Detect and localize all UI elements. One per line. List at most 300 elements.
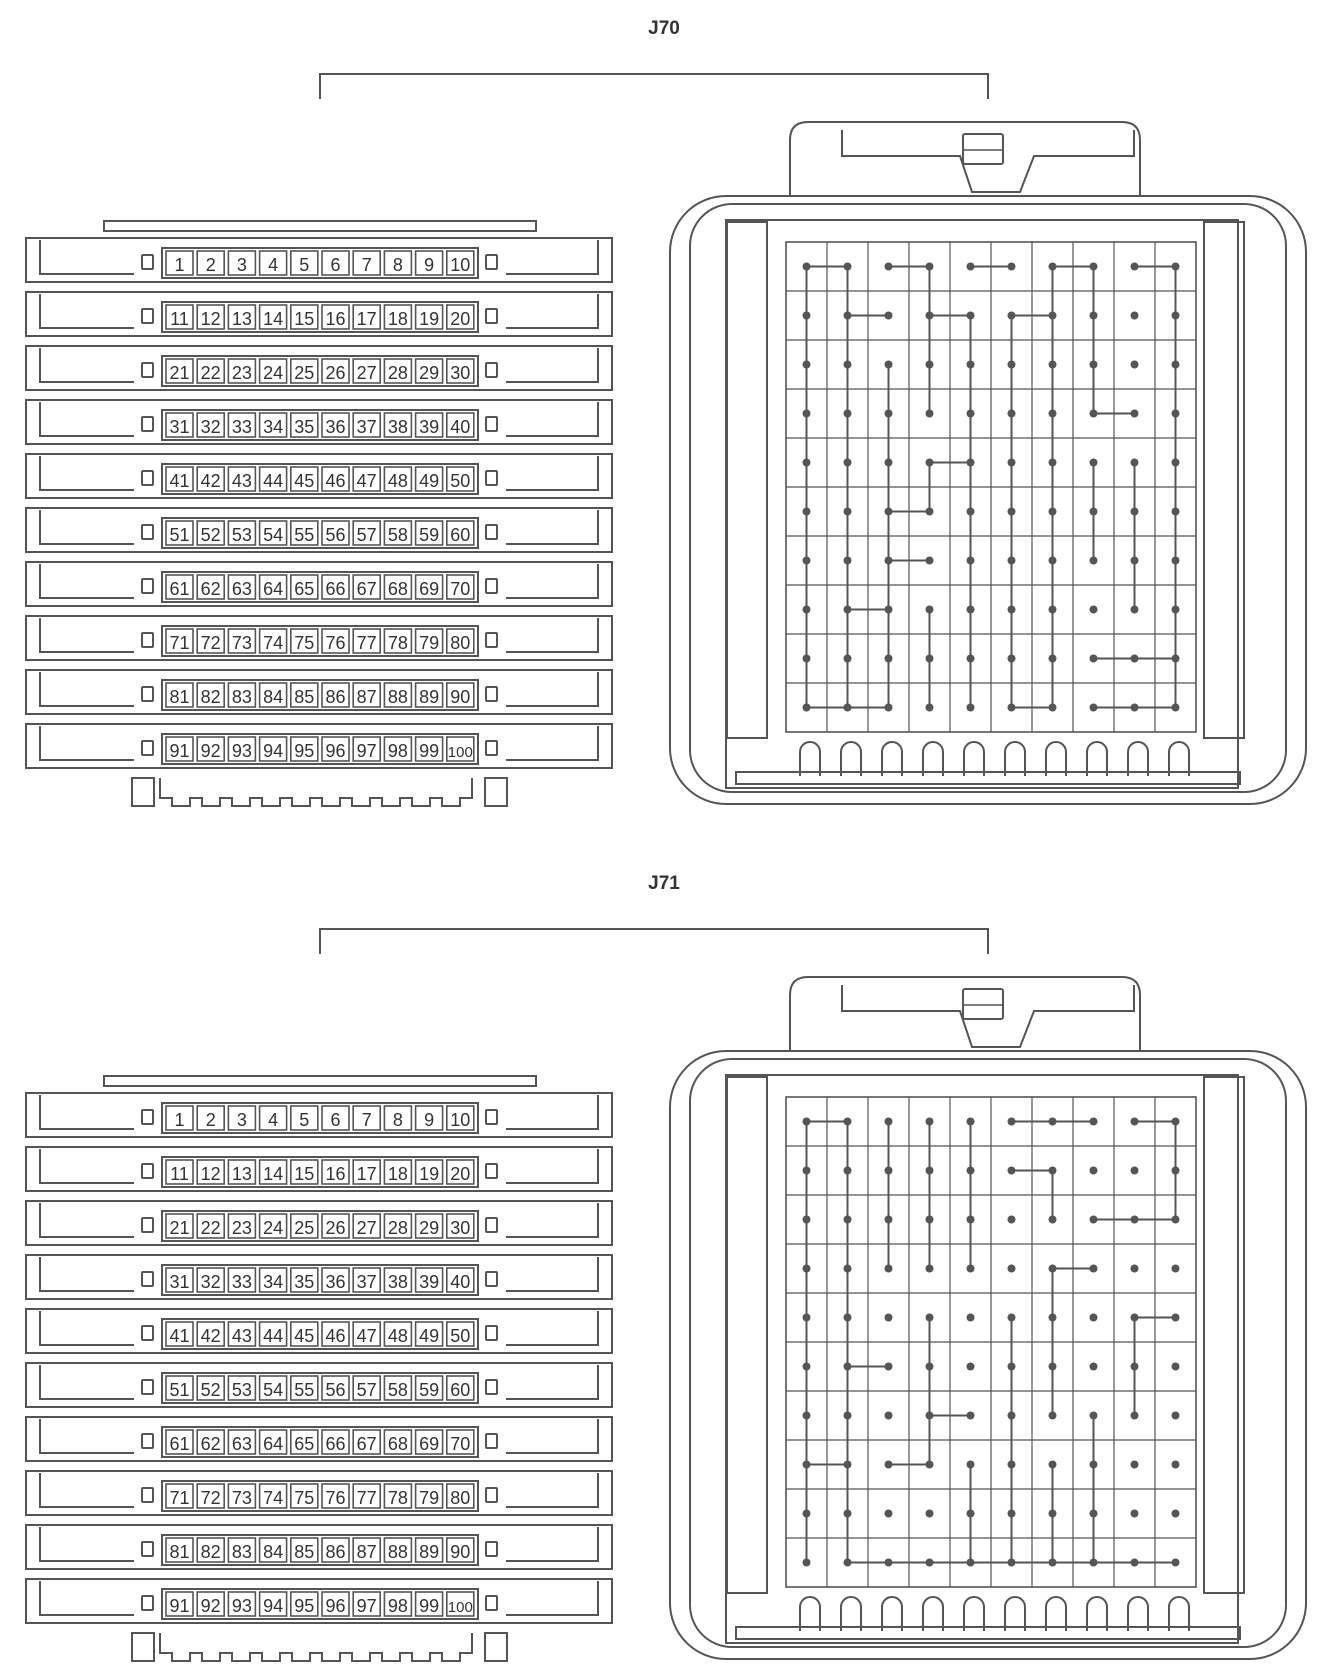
terminal-dot bbox=[1172, 1412, 1180, 1420]
terminal-dot bbox=[1049, 263, 1057, 271]
pin-number: 57 bbox=[356, 1380, 377, 1400]
left-slot bbox=[40, 1257, 134, 1291]
pin-number: 29 bbox=[419, 363, 440, 383]
pin-number: 26 bbox=[325, 1218, 346, 1238]
terminal-dot bbox=[885, 459, 893, 467]
terminal-dot bbox=[1049, 361, 1057, 369]
terminal-dot bbox=[1008, 1265, 1016, 1273]
terminal-dot bbox=[885, 1559, 893, 1567]
terminal-dot bbox=[803, 1314, 811, 1322]
terminal-dot bbox=[1090, 704, 1098, 712]
polarizing-square bbox=[486, 1434, 497, 1448]
right-slot bbox=[506, 1581, 598, 1615]
terminal-dot bbox=[1090, 1559, 1098, 1567]
pin-number: 22 bbox=[200, 1218, 221, 1238]
pin-number: 21 bbox=[169, 363, 190, 383]
pin-row bbox=[26, 1309, 612, 1353]
terminal-dot bbox=[1131, 1216, 1139, 1224]
cavity-frame bbox=[726, 1075, 1238, 1643]
terminal-dot bbox=[1172, 557, 1180, 565]
terminal-dot bbox=[885, 1314, 893, 1322]
pin-number: 27 bbox=[356, 1218, 377, 1238]
pin-row bbox=[26, 346, 612, 390]
pin-number: 99 bbox=[419, 1596, 440, 1616]
pin-number: 2 bbox=[205, 1110, 216, 1130]
polarizing-square bbox=[142, 363, 153, 377]
left-slot bbox=[40, 1527, 134, 1561]
terminal-slot bbox=[1169, 1597, 1189, 1631]
pin-number: 49 bbox=[419, 1326, 440, 1346]
terminal-dot bbox=[1090, 1412, 1098, 1420]
pin-number: 40 bbox=[450, 417, 471, 437]
pin-number: 16 bbox=[325, 309, 346, 329]
row-housing bbox=[26, 508, 612, 552]
pin-number: 52 bbox=[200, 525, 221, 545]
pin-number: 80 bbox=[450, 633, 471, 653]
pin-number: 39 bbox=[419, 417, 440, 437]
pin-number: 66 bbox=[325, 1434, 346, 1454]
pin-number: 8 bbox=[392, 255, 403, 275]
pin-number: 44 bbox=[263, 1326, 284, 1346]
terminal-dot bbox=[803, 655, 811, 663]
polarizing-square bbox=[142, 1110, 153, 1124]
terminal-dot bbox=[803, 1265, 811, 1273]
terminal-dot bbox=[1172, 312, 1180, 320]
pin-number: 72 bbox=[200, 633, 221, 653]
terminal-dot bbox=[1008, 1363, 1016, 1371]
polarizing-square bbox=[142, 1272, 153, 1286]
terminal-dot bbox=[844, 361, 852, 369]
terminal-dot bbox=[1172, 1559, 1180, 1567]
pin-number: 83 bbox=[231, 687, 252, 707]
terminal-dot bbox=[844, 1265, 852, 1273]
terminal-dot bbox=[926, 1265, 934, 1273]
pin-number: 59 bbox=[419, 1380, 440, 1400]
terminal-dot bbox=[1090, 312, 1098, 320]
row-housing bbox=[26, 238, 612, 282]
left-slot bbox=[40, 348, 134, 382]
pin-number: 35 bbox=[294, 417, 315, 437]
terminal-dot bbox=[1008, 263, 1016, 271]
terminal-dot bbox=[926, 263, 934, 271]
pin-number: 40 bbox=[450, 1272, 471, 1292]
left-slot bbox=[40, 1419, 134, 1453]
pin-number: 66 bbox=[325, 579, 346, 599]
left-slot bbox=[40, 726, 134, 760]
terminal-dot bbox=[926, 1559, 934, 1567]
pin-number: 74 bbox=[263, 633, 284, 653]
terminal-slot bbox=[1046, 742, 1066, 776]
terminal-dot bbox=[844, 606, 852, 614]
pin-number: 45 bbox=[294, 1326, 315, 1346]
bottom-rail bbox=[736, 1627, 1240, 1639]
terminal-dot bbox=[803, 1510, 811, 1518]
pin-number: 29 bbox=[419, 1218, 440, 1238]
terminal-dot bbox=[803, 312, 811, 320]
terminal-dot bbox=[1049, 1461, 1057, 1469]
terminal-dot bbox=[1008, 1510, 1016, 1518]
terminal-dot bbox=[926, 1510, 934, 1518]
pin-number: 21 bbox=[169, 1218, 190, 1238]
terminal-dot bbox=[926, 1118, 934, 1126]
pin-number: 4 bbox=[268, 1110, 279, 1130]
terminal-dot bbox=[803, 459, 811, 467]
terminal-slot bbox=[964, 1597, 984, 1631]
pin-number: 58 bbox=[387, 525, 408, 545]
right-slot bbox=[506, 1365, 598, 1399]
pin-number: 18 bbox=[387, 1164, 408, 1184]
pin-number: 96 bbox=[325, 1596, 346, 1616]
left-slot bbox=[40, 1149, 134, 1183]
left-slot bbox=[40, 456, 134, 490]
pin-number: 79 bbox=[419, 1488, 440, 1508]
pin-number: 93 bbox=[231, 741, 252, 761]
pin-number: 7 bbox=[361, 255, 372, 275]
pin-number: 86 bbox=[325, 687, 346, 707]
right-slot bbox=[506, 1257, 598, 1291]
pin-number: 92 bbox=[200, 1596, 221, 1616]
terminal-dot bbox=[967, 1216, 975, 1224]
terminal-dot bbox=[1008, 361, 1016, 369]
terminal-dot bbox=[885, 1216, 893, 1224]
pin-number: 78 bbox=[387, 633, 408, 653]
pin-number: 9 bbox=[424, 1110, 435, 1130]
terminal-dot bbox=[1008, 410, 1016, 418]
terminal-dot bbox=[967, 263, 975, 271]
right-slot bbox=[506, 726, 598, 760]
terminal-dot bbox=[967, 410, 975, 418]
row-housing bbox=[26, 670, 612, 714]
terminal-slot bbox=[923, 742, 943, 776]
pin-number: 33 bbox=[231, 1272, 252, 1292]
right-slot bbox=[506, 618, 598, 652]
polarizing-square bbox=[142, 741, 153, 755]
pin-number: 95 bbox=[294, 741, 315, 761]
terminal-dot bbox=[1090, 606, 1098, 614]
pin-number: 53 bbox=[231, 1380, 252, 1400]
terminal-dot bbox=[1049, 410, 1057, 418]
pin-number: 36 bbox=[325, 1272, 346, 1292]
terminal-slot bbox=[1087, 1597, 1107, 1631]
pin-number: 90 bbox=[450, 1542, 471, 1562]
pin-number: 27 bbox=[356, 363, 377, 383]
terminal-dot bbox=[803, 1363, 811, 1371]
pin-row bbox=[26, 508, 612, 552]
terminal-dot bbox=[1090, 1167, 1098, 1175]
terminal-dot bbox=[1049, 1118, 1057, 1126]
terminal-dot bbox=[1090, 1216, 1098, 1224]
terminal-dot bbox=[803, 557, 811, 565]
pin-number: 34 bbox=[263, 417, 284, 437]
terminal-dot bbox=[926, 1363, 934, 1371]
terminal-dot bbox=[885, 1167, 893, 1175]
right-slot bbox=[506, 672, 598, 706]
pin-number: 10 bbox=[450, 255, 471, 275]
pin-number: 37 bbox=[356, 1272, 377, 1292]
terminal-dot bbox=[926, 1314, 934, 1322]
pin-row bbox=[26, 616, 612, 660]
terminal-dot bbox=[926, 1461, 934, 1469]
pin-number: 76 bbox=[325, 1488, 346, 1508]
terminal-dot bbox=[844, 1118, 852, 1126]
pin-row bbox=[26, 1147, 612, 1191]
terminal-dot bbox=[1090, 263, 1098, 271]
pin-number: 60 bbox=[450, 1380, 471, 1400]
pin-number: 18 bbox=[387, 309, 408, 329]
terminal-dot bbox=[1131, 1461, 1139, 1469]
terminal-dot bbox=[885, 1118, 893, 1126]
left-slot bbox=[40, 1095, 134, 1129]
pin-number: 15 bbox=[294, 1164, 315, 1184]
left-slot bbox=[40, 564, 134, 598]
terminal-dot bbox=[967, 1461, 975, 1469]
latch-arm bbox=[842, 985, 1134, 1047]
pin-number: 17 bbox=[356, 1164, 377, 1184]
row-housing bbox=[26, 616, 612, 660]
pin-number: 78 bbox=[387, 1488, 408, 1508]
right-slot bbox=[506, 510, 598, 544]
terminal-slot bbox=[964, 742, 984, 776]
terminal-dot bbox=[967, 557, 975, 565]
connector-label: J70 bbox=[648, 18, 680, 39]
pin-number: 93 bbox=[231, 1596, 252, 1616]
terminal-dot bbox=[1049, 1265, 1057, 1273]
pin-number: 31 bbox=[169, 417, 190, 437]
pin-number: 71 bbox=[169, 1488, 190, 1508]
polarizing-square bbox=[486, 633, 497, 647]
terminal-dot bbox=[803, 508, 811, 516]
left-slot bbox=[40, 240, 134, 274]
pin-number: 94 bbox=[263, 741, 284, 761]
left-slot bbox=[40, 1581, 134, 1615]
terminal-dot bbox=[803, 606, 811, 614]
left-foot bbox=[132, 778, 154, 806]
pin-number: 13 bbox=[231, 309, 252, 329]
pin-number: 63 bbox=[231, 1434, 252, 1454]
pin-number: 48 bbox=[387, 1326, 408, 1346]
left-slot bbox=[40, 1473, 134, 1507]
pin-number: 98 bbox=[387, 1596, 408, 1616]
terminal-dot bbox=[1172, 1118, 1180, 1126]
pin-number: 43 bbox=[231, 1326, 252, 1346]
terminal-dot bbox=[803, 1559, 811, 1567]
top-latch-plate bbox=[104, 1076, 536, 1086]
pin-number: 90 bbox=[450, 687, 471, 707]
terminal-dot bbox=[803, 1118, 811, 1126]
terminal-dot bbox=[926, 704, 934, 712]
pin-number: 23 bbox=[231, 1218, 252, 1238]
terminal-dot bbox=[844, 1363, 852, 1371]
polarizing-square bbox=[486, 417, 497, 431]
terminal-dot bbox=[1049, 557, 1057, 565]
polarizing-square bbox=[142, 687, 153, 701]
terminal-dot bbox=[1131, 1265, 1139, 1273]
pin-number: 20 bbox=[450, 1164, 471, 1184]
pin-number: 3 bbox=[236, 255, 247, 275]
pin-number: 88 bbox=[387, 687, 408, 707]
housing-outer bbox=[670, 196, 1306, 804]
pin-number: 65 bbox=[294, 1434, 315, 1454]
pin-number: 50 bbox=[450, 471, 471, 491]
terminal-dot bbox=[1008, 1118, 1016, 1126]
terminal-dot bbox=[1090, 1314, 1098, 1322]
terminal-dot bbox=[1131, 655, 1139, 663]
pin-number: 11 bbox=[170, 309, 189, 329]
row-housing bbox=[26, 1363, 612, 1407]
pin-number: 62 bbox=[200, 579, 221, 599]
pin-number: 82 bbox=[200, 687, 221, 707]
pin-number: 81 bbox=[169, 1542, 190, 1562]
connector-label: J71 bbox=[648, 873, 680, 894]
right-slot bbox=[506, 1095, 598, 1129]
left-slot bbox=[40, 1365, 134, 1399]
row-housing bbox=[26, 400, 612, 444]
row-housing bbox=[26, 1255, 612, 1299]
pin-number: 20 bbox=[450, 309, 471, 329]
pin-number: 38 bbox=[387, 1272, 408, 1292]
terminal-dot bbox=[926, 1216, 934, 1224]
terminal-dot bbox=[1131, 1118, 1139, 1126]
left-rail bbox=[727, 222, 767, 738]
terminal-dot bbox=[844, 1167, 852, 1175]
polarizing-square bbox=[142, 1380, 153, 1394]
pin-number: 63 bbox=[231, 579, 252, 599]
polarizing-square bbox=[142, 1326, 153, 1340]
pin-number: 59 bbox=[419, 525, 440, 545]
polarizing-square bbox=[142, 1596, 153, 1610]
polarizing-square bbox=[142, 579, 153, 593]
terminal-dot bbox=[1090, 508, 1098, 516]
pin-number: 89 bbox=[419, 1542, 440, 1562]
terminal-slot bbox=[1046, 1597, 1066, 1631]
terminal-dot bbox=[926, 361, 934, 369]
terminal-dot bbox=[1090, 459, 1098, 467]
left-slot bbox=[40, 402, 134, 436]
terminal-dot bbox=[1008, 557, 1016, 565]
pin-number: 95 bbox=[294, 1596, 315, 1616]
row-housing bbox=[26, 724, 612, 768]
terminal-dot bbox=[885, 655, 893, 663]
mating-face-view bbox=[26, 221, 612, 806]
pin-number: 38 bbox=[387, 417, 408, 437]
terminal-dot bbox=[1131, 1363, 1139, 1371]
terminal-dot bbox=[844, 1314, 852, 1322]
terminal-dot bbox=[885, 704, 893, 712]
terminal-slot bbox=[800, 1597, 820, 1631]
row-housing bbox=[26, 1093, 612, 1137]
terminal-slot bbox=[1005, 1597, 1025, 1631]
pin-number: 37 bbox=[356, 417, 377, 437]
connector-j70 bbox=[26, 18, 1306, 806]
right-foot bbox=[485, 778, 507, 806]
pin-number: 45 bbox=[294, 471, 315, 491]
terminal-slot bbox=[882, 742, 902, 776]
right-slot bbox=[506, 1419, 598, 1453]
pin-number: 42 bbox=[200, 1326, 221, 1346]
polarizing-square bbox=[142, 309, 153, 323]
row-housing bbox=[26, 292, 612, 336]
terminal-dot bbox=[1090, 557, 1098, 565]
terminal-dot bbox=[1049, 655, 1057, 663]
terminal-dot bbox=[1008, 655, 1016, 663]
pin-row bbox=[26, 1579, 612, 1623]
terminal-dot bbox=[1090, 1461, 1098, 1469]
terminal-slot bbox=[1087, 742, 1107, 776]
pin-number: 51 bbox=[169, 1380, 190, 1400]
pin-number: 77 bbox=[356, 1488, 377, 1508]
terminal-dot bbox=[1049, 1510, 1057, 1518]
terminal-dot bbox=[967, 361, 975, 369]
pin-number: 91 bbox=[169, 741, 190, 761]
terminal-dot bbox=[803, 1167, 811, 1175]
pin-number: 41 bbox=[169, 471, 190, 491]
pin-row bbox=[26, 400, 612, 444]
terminal-dot bbox=[1008, 508, 1016, 516]
terminal-dot bbox=[1172, 1510, 1180, 1518]
terminal-dot bbox=[1008, 1559, 1016, 1567]
left-foot bbox=[132, 1633, 154, 1661]
connector-j71 bbox=[26, 873, 1306, 1661]
latch-tab bbox=[963, 989, 1003, 1019]
terminal-dot bbox=[1172, 459, 1180, 467]
pin-number: 30 bbox=[450, 1218, 471, 1238]
pin-number: 69 bbox=[419, 579, 440, 599]
pin-number: 36 bbox=[325, 417, 346, 437]
pin-number: 82 bbox=[200, 1542, 221, 1562]
terminal-dot bbox=[844, 1559, 852, 1567]
pin-number: 47 bbox=[356, 1326, 377, 1346]
pin-number: 25 bbox=[294, 363, 315, 383]
terminal-dot bbox=[844, 1412, 852, 1420]
pin-number: 100 bbox=[447, 1599, 473, 1616]
pin-number: 86 bbox=[325, 1542, 346, 1562]
left-slot bbox=[40, 618, 134, 652]
pin-number: 88 bbox=[387, 1542, 408, 1562]
terminal-dot bbox=[1090, 1118, 1098, 1126]
terminal-dot bbox=[844, 410, 852, 418]
row-housing bbox=[26, 1417, 612, 1461]
polarizing-square bbox=[486, 1542, 497, 1556]
terminal-dot bbox=[1172, 1314, 1180, 1322]
pin-number: 94 bbox=[263, 1596, 284, 1616]
right-slot bbox=[506, 564, 598, 598]
polarizing-square bbox=[486, 309, 497, 323]
terminal-dot bbox=[1131, 1314, 1139, 1322]
pin-number: 8 bbox=[392, 1110, 403, 1130]
pin-number: 25 bbox=[294, 1218, 315, 1238]
pin-number: 54 bbox=[263, 1380, 284, 1400]
latch-tab bbox=[963, 134, 1003, 164]
pin-number: 14 bbox=[263, 309, 284, 329]
terminal-dot bbox=[1131, 606, 1139, 614]
terminal-dot bbox=[885, 1363, 893, 1371]
terminal-slot bbox=[841, 742, 861, 776]
pin-number: 70 bbox=[450, 1434, 471, 1454]
terminal-dot bbox=[1172, 704, 1180, 712]
terminal-dot bbox=[885, 557, 893, 565]
right-foot bbox=[485, 1633, 507, 1661]
terminal-dot bbox=[967, 606, 975, 614]
terminal-dot bbox=[844, 1461, 852, 1469]
terminal-dot bbox=[1049, 312, 1057, 320]
pin-number: 15 bbox=[294, 309, 315, 329]
pin-number: 22 bbox=[200, 363, 221, 383]
polarizing-square bbox=[486, 1596, 497, 1610]
pin-number: 60 bbox=[450, 525, 471, 545]
left-slot bbox=[40, 294, 134, 328]
row-housing bbox=[26, 346, 612, 390]
pin-number: 42 bbox=[200, 471, 221, 491]
